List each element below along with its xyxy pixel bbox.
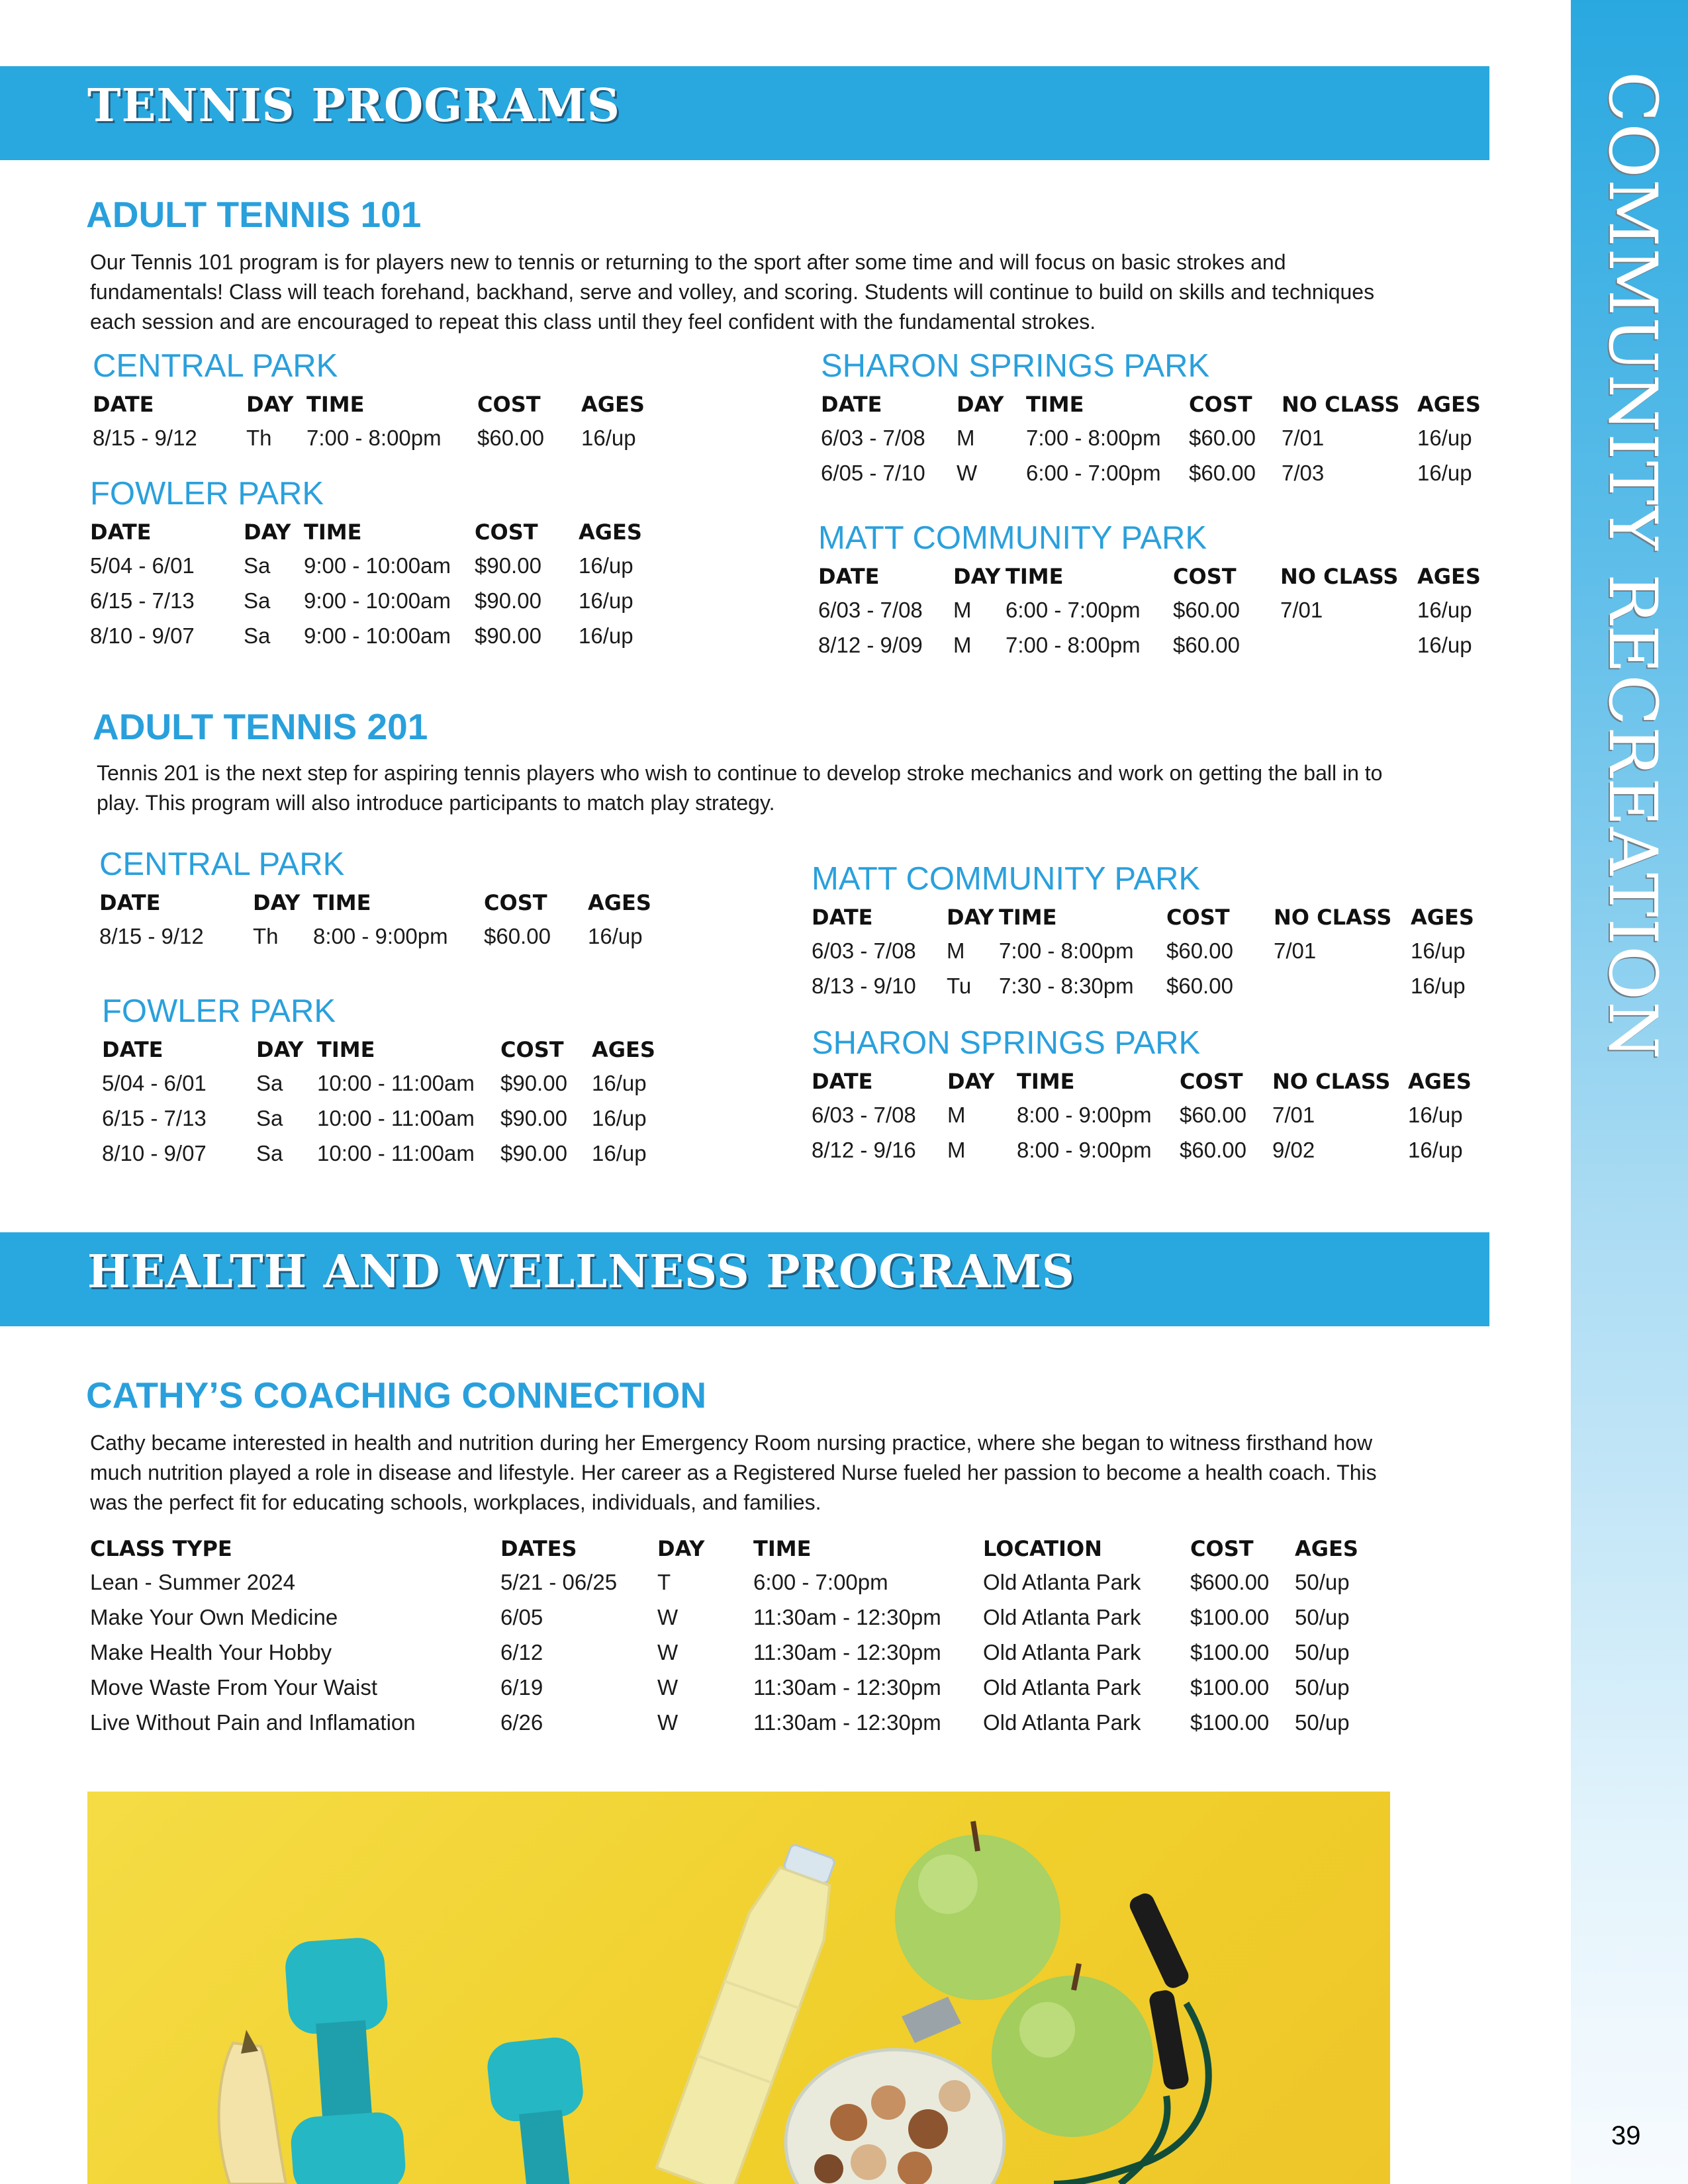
table-cell: $60.00	[1166, 938, 1233, 963]
table-cell: M	[957, 425, 975, 450]
column-header: DAY	[253, 890, 301, 915]
table-header-row	[821, 388, 1483, 420]
column-header: DATE	[93, 392, 154, 417]
table-cell: 7/01	[1280, 597, 1323, 622]
table-cell: Sa	[256, 1140, 283, 1165]
table-cell: 8/12 - 9/09	[818, 632, 923, 657]
column-header: COST	[1189, 392, 1252, 417]
table-header-row	[90, 516, 651, 548]
table-row	[818, 592, 1483, 627]
schedule-table	[90, 516, 651, 653]
table-cell: $100.00	[1190, 1604, 1270, 1629]
column-header: DAY	[657, 1536, 705, 1561]
table-cell: 16/up	[579, 623, 633, 648]
table-cell: Sa	[256, 1070, 283, 1095]
table-cell: 11:30am - 12:30pm	[753, 1674, 941, 1700]
table-cell: 50/up	[1295, 1639, 1350, 1664]
adult-tennis-201-title: ADULT TENNIS 201	[93, 706, 428, 747]
table-cell: 16/up	[1408, 1137, 1463, 1162]
park-name: MATT COMMUNITY PARK	[812, 861, 1201, 897]
table-row	[812, 1097, 1474, 1132]
side-label: COMMUNITY RECREATION	[1594, 71, 1671, 1061]
table-row	[90, 583, 651, 618]
table-cell: $60.00	[1173, 597, 1240, 622]
table-cell: 7:00 - 8:00pm	[306, 425, 442, 450]
column-header: TIME	[1017, 1069, 1075, 1094]
column-header: DATE	[818, 564, 880, 589]
table-cell: $60.00	[1180, 1102, 1246, 1127]
table-cell: Th	[253, 923, 279, 948]
column-header: AGES	[588, 890, 651, 915]
column-header: NO CLASS	[1282, 392, 1400, 417]
table-cell: 5/21 - 06/25	[500, 1569, 618, 1594]
column-header: AGES	[581, 392, 645, 417]
column-header: COST	[484, 890, 547, 915]
table-cell: M	[947, 1137, 966, 1162]
schedule-table	[93, 388, 654, 455]
column-header: AGES	[592, 1037, 655, 1062]
table-cell: 9:00 - 10:00am	[304, 588, 451, 613]
table-cell: 6/03 - 7/08	[812, 938, 916, 963]
banana-stem	[241, 2030, 258, 2054]
table-cell: 8/10 - 9/07	[90, 623, 195, 648]
table-cell: 6/03 - 7/08	[821, 425, 925, 450]
column-header: DATE	[812, 1069, 873, 1094]
column-header: COST	[500, 1037, 564, 1062]
table-row	[90, 1670, 1368, 1705]
t101-central-park	[93, 346, 654, 455]
table-row	[90, 1635, 1368, 1670]
table-cell: Tu	[947, 973, 972, 998]
table-cell: Make Your Own Medicine	[90, 1604, 338, 1629]
table-cell: Old Atlanta Park	[983, 1639, 1141, 1664]
table-cell: 16/up	[1417, 460, 1472, 485]
column-header: AGES	[1411, 905, 1474, 930]
table-cell: W	[657, 1604, 679, 1629]
table-cell: 16/up	[579, 553, 633, 578]
table-cell: 8/15 - 9/12	[99, 923, 204, 948]
table-cell: Make Health Your Hobby	[90, 1639, 332, 1664]
table-cell: $100.00	[1190, 1709, 1270, 1735]
table-cell: 5/04 - 6/01	[90, 553, 195, 578]
dumbbell-large	[277, 1936, 407, 2184]
table-cell: 6/05	[500, 1604, 543, 1629]
table-cell: 6:00 - 7:00pm	[753, 1569, 888, 1594]
table-cell: 6/05 - 7/10	[821, 460, 925, 485]
table-row	[812, 1132, 1474, 1167]
table-cell: $60.00	[1173, 632, 1240, 657]
table-cell: 6/03 - 7/08	[818, 597, 923, 622]
table-cell: 10:00 - 11:00am	[317, 1105, 475, 1130]
table-cell	[1280, 627, 1417, 662]
table-cell: 6/15 - 7/13	[90, 588, 195, 613]
column-header: AGES	[1295, 1536, 1358, 1561]
table-cell: 6:00 - 7:00pm	[1006, 597, 1141, 622]
column-header: DAY	[947, 1069, 995, 1094]
cathys-coaching-title: CATHY’S COACHING CONNECTION	[86, 1375, 707, 1416]
column-header: TIME	[317, 1037, 375, 1062]
table-cell: 8/15 - 9/12	[93, 425, 197, 450]
table-cell: 16/up	[1411, 973, 1466, 998]
table-cell: 6:00 - 7:00pm	[1026, 460, 1161, 485]
t201-sharon-springs-park	[812, 1023, 1474, 1167]
table-cell: 7/01	[1274, 938, 1317, 963]
table-cell: 50/up	[1295, 1674, 1350, 1700]
column-header: AGES	[1417, 564, 1481, 589]
table-cell: 6/12	[500, 1639, 543, 1664]
table-cell: Th	[246, 425, 272, 450]
dumbbell-small	[485, 2035, 593, 2184]
table-cell: Sa	[256, 1105, 283, 1130]
table-cell: 9:00 - 10:00am	[304, 623, 451, 648]
park-name: CENTRAL PARK	[99, 846, 345, 882]
jar-clasp	[902, 1997, 961, 2043]
table-header-row	[812, 901, 1477, 933]
adult-tennis-201-description: Tennis 201 is the next step for aspiring tennis players who wish to continue to develop stroke mechanics and work on getting the ball in to play. This program will also introduce participants to match play strategy.	[97, 761, 1383, 815]
table-cell: W	[657, 1709, 679, 1735]
table-cell: $60.00	[1189, 425, 1256, 450]
table-row	[821, 455, 1483, 490]
table-cell: 16/up	[592, 1105, 647, 1130]
table-cell: $90.00	[500, 1140, 567, 1165]
table-cell: 11:30am - 12:30pm	[753, 1604, 941, 1629]
t201-central-park	[99, 844, 661, 954]
table-cell: 16/up	[1411, 938, 1466, 963]
park-name: CENTRAL PARK	[93, 348, 338, 384]
table-cell: Old Atlanta Park	[983, 1604, 1141, 1629]
table-cell: M	[947, 938, 965, 963]
table-cell: Sa	[244, 623, 271, 648]
column-header: COST	[477, 392, 541, 417]
table-cell: 9/02	[1272, 1137, 1315, 1162]
table-cell: 5/04 - 6/01	[102, 1070, 207, 1095]
table-cell: 10:00 - 11:00am	[317, 1070, 475, 1095]
table-cell: 6/15 - 7/13	[102, 1105, 207, 1130]
table-row	[90, 1600, 1368, 1635]
table-cell: 7/01	[1282, 425, 1325, 450]
cathys-coaching-schedule	[90, 1533, 1368, 1740]
table-cell: 10:00 - 11:00am	[317, 1140, 475, 1165]
column-header: TIME	[313, 890, 371, 915]
table-row	[102, 1101, 665, 1136]
health-wellness-banner	[0, 1232, 1489, 1326]
table-cell: Live Without Pain and Inflamation	[90, 1709, 416, 1735]
table-cell: 16/up	[588, 923, 643, 948]
table-row	[812, 933, 1477, 968]
table-cell: 50/up	[1295, 1604, 1350, 1629]
column-header: DAY	[947, 905, 994, 930]
table-cell: 16/up	[579, 588, 633, 613]
health-wellness-heading: HEALTH AND WELLNESS PROGRAMS	[87, 1246, 1075, 1298]
table-cell: 6/03 - 7/08	[812, 1102, 916, 1127]
column-header: CLASS TYPE	[90, 1536, 232, 1561]
schedule-table	[102, 1034, 665, 1171]
table-header-row	[99, 887, 661, 919]
table-cell: 16/up	[1417, 425, 1472, 450]
table-cell: $90.00	[475, 588, 541, 613]
table-cell: $90.00	[500, 1070, 567, 1095]
table-cell: $600.00	[1190, 1569, 1270, 1594]
table-cell: $90.00	[475, 623, 541, 648]
table-cell	[1274, 968, 1411, 1003]
table-cell: 6/26	[500, 1709, 543, 1735]
table-cell: 7:00 - 8:00pm	[1026, 425, 1161, 450]
table-cell: Old Atlanta Park	[983, 1569, 1141, 1594]
table-cell: Sa	[244, 588, 271, 613]
table-cell: W	[657, 1674, 679, 1700]
table-row	[90, 1705, 1368, 1740]
table-cell: $90.00	[500, 1105, 567, 1130]
t201-matt-community-park	[812, 859, 1477, 1003]
column-header: DATE	[812, 905, 873, 930]
table-header-row	[818, 561, 1483, 592]
table-row	[99, 919, 661, 954]
table-row	[821, 420, 1483, 455]
table-cell: 8/13 - 9/10	[812, 973, 916, 998]
tennis-programs-heading: TENNIS PROGRAMS	[87, 79, 620, 132]
table-cell: 11:30am - 12:30pm	[753, 1639, 941, 1664]
adult-tennis-101-description: Our Tennis 101 program is for players new to tennis or returning to the sport after some time and will focus on basic strokes and fundamentals! Class will teach forehand, backhand, serve and volley, and scoring. Students will continue to build on skills and techniques each session and are encouraged to repeat this class until they feel confident with the fundamental strokes.	[90, 250, 1375, 334]
table-cell: 8/12 - 9/16	[812, 1137, 916, 1162]
banana-shape	[219, 2043, 286, 2184]
schedule-table	[90, 1533, 1368, 1740]
table-cell: 7:30 - 8:30pm	[999, 973, 1134, 998]
t101-matt-community-park	[818, 518, 1483, 662]
column-header: NO CLASS	[1280, 564, 1399, 589]
table-cell: Move Waste From Your Waist	[90, 1674, 378, 1700]
table-cell: W	[657, 1639, 679, 1664]
column-header: DATE	[90, 520, 152, 545]
table-cell: Old Atlanta Park	[983, 1709, 1141, 1735]
table-cell: $60.00	[477, 425, 544, 450]
park-name: SHARON SPRINGS PARK	[812, 1025, 1201, 1061]
column-header: COST	[1180, 1069, 1243, 1094]
table-cell: Old Atlanta Park	[983, 1674, 1141, 1700]
table-row	[90, 1565, 1368, 1600]
table-cell: Sa	[244, 553, 271, 578]
column-header: DATE	[821, 392, 882, 417]
column-header: DAY	[256, 1037, 304, 1062]
table-cell: W	[957, 460, 978, 485]
park-name: MATT COMMUNITY PARK	[818, 520, 1207, 556]
table-cell: 8:00 - 9:00pm	[1017, 1137, 1152, 1162]
table-header-row	[93, 388, 654, 420]
column-header: TIME	[753, 1536, 812, 1561]
table-row	[102, 1066, 665, 1101]
column-header: NO CLASS	[1272, 1069, 1391, 1094]
table-cell: M	[947, 1102, 966, 1127]
column-header: DAY	[244, 520, 291, 545]
column-header: COST	[475, 520, 538, 545]
park-name: SHARON SPRINGS PARK	[821, 348, 1210, 384]
table-cell: $60.00	[1166, 973, 1233, 998]
park-name: FOWLER PARK	[102, 993, 336, 1029]
table-cell: 16/up	[1417, 632, 1472, 657]
table-cell: 7:00 - 8:00pm	[1006, 632, 1141, 657]
cathys-coaching-description: Cathy became interested in health and nutrition during her Emergency Room nursing practice, where she began to witness firsthand how much nutrition played a role in disease and lifestyle. Her career as a Registered Nurse fueled her passion to become a health coach. This was the perfect fit for educating schools, workplaces, individuals, and families.	[90, 1431, 1377, 1514]
table-cell: 11:30am - 12:30pm	[753, 1709, 941, 1735]
table-cell: 16/up	[581, 425, 636, 450]
schedule-table	[821, 388, 1483, 490]
table-row	[102, 1136, 665, 1171]
t201-fowler-park	[102, 991, 665, 1171]
table-cell: 7/01	[1272, 1102, 1315, 1127]
table-row	[812, 968, 1477, 1003]
fitness-nutrition-illustration	[87, 1792, 1390, 2184]
table-cell: $100.00	[1190, 1674, 1270, 1700]
table-cell: 8:00 - 9:00pm	[313, 923, 448, 948]
column-header: COST	[1166, 905, 1230, 930]
column-header: DAY	[957, 392, 1004, 417]
column-header: COST	[1173, 564, 1237, 589]
table-cell: $60.00	[484, 923, 551, 948]
table-cell: 7:00 - 8:00pm	[999, 938, 1134, 963]
page-number: 39	[1611, 2121, 1641, 2150]
adult-tennis-101-title: ADULT TENNIS 101	[86, 194, 422, 235]
table-row	[818, 627, 1483, 662]
table-cell: M	[953, 632, 972, 657]
table-header-row	[90, 1533, 1368, 1565]
table-cell: $60.00	[1189, 460, 1256, 485]
column-header: DAY	[953, 564, 1001, 589]
tennis-programs-banner	[0, 66, 1489, 160]
column-header: COST	[1190, 1536, 1254, 1561]
t101-sharon-springs-park	[821, 346, 1483, 490]
table-cell: 16/up	[1408, 1102, 1463, 1127]
column-header: DAY	[246, 392, 294, 417]
column-header: TIME	[1026, 392, 1084, 417]
column-header: TIME	[1006, 564, 1064, 589]
nut-jar	[786, 1997, 1004, 2184]
park-name: FOWLER PARK	[90, 476, 324, 512]
column-header: AGES	[579, 520, 642, 545]
table-cell: 16/up	[1417, 597, 1472, 622]
table-cell: $90.00	[475, 553, 541, 578]
column-header: NO CLASS	[1274, 905, 1392, 930]
column-header: TIME	[306, 392, 365, 417]
table-row	[90, 618, 651, 653]
table-row	[93, 420, 654, 455]
column-header: LOCATION	[983, 1536, 1102, 1561]
table-header-row	[812, 1066, 1474, 1097]
table-cell: M	[953, 597, 972, 622]
table-cell: 8/10 - 9/07	[102, 1140, 207, 1165]
table-cell: $100.00	[1190, 1639, 1270, 1664]
column-header: TIME	[999, 905, 1057, 930]
t101-fowler-park	[90, 474, 651, 653]
column-header: AGES	[1408, 1069, 1472, 1094]
table-cell: 8:00 - 9:00pm	[1017, 1102, 1152, 1127]
column-header: AGES	[1417, 392, 1481, 417]
table-header-row	[102, 1034, 665, 1066]
column-header: DATE	[99, 890, 161, 915]
table-row	[90, 548, 651, 583]
table-cell: $60.00	[1180, 1137, 1246, 1162]
green-apple-top	[895, 1821, 1060, 2000]
schedule-table	[99, 887, 661, 954]
column-header: TIME	[304, 520, 362, 545]
fitness-nutrition-photo	[87, 1792, 1390, 2184]
column-header: DATE	[102, 1037, 164, 1062]
schedule-table	[818, 561, 1483, 662]
table-cell: 50/up	[1295, 1709, 1350, 1735]
table-cell: 9:00 - 10:00am	[304, 553, 451, 578]
table-cell: T	[657, 1569, 671, 1594]
table-cell: 16/up	[592, 1070, 647, 1095]
table-cell: 16/up	[592, 1140, 647, 1165]
column-header: DATES	[500, 1536, 577, 1561]
table-cell: 7/03	[1282, 460, 1325, 485]
table-cell: 50/up	[1295, 1569, 1350, 1594]
table-cell: 6/19	[500, 1674, 543, 1700]
table-cell: Lean - Summer 2024	[90, 1569, 296, 1594]
schedule-table	[812, 901, 1477, 1003]
schedule-table	[812, 1066, 1474, 1167]
